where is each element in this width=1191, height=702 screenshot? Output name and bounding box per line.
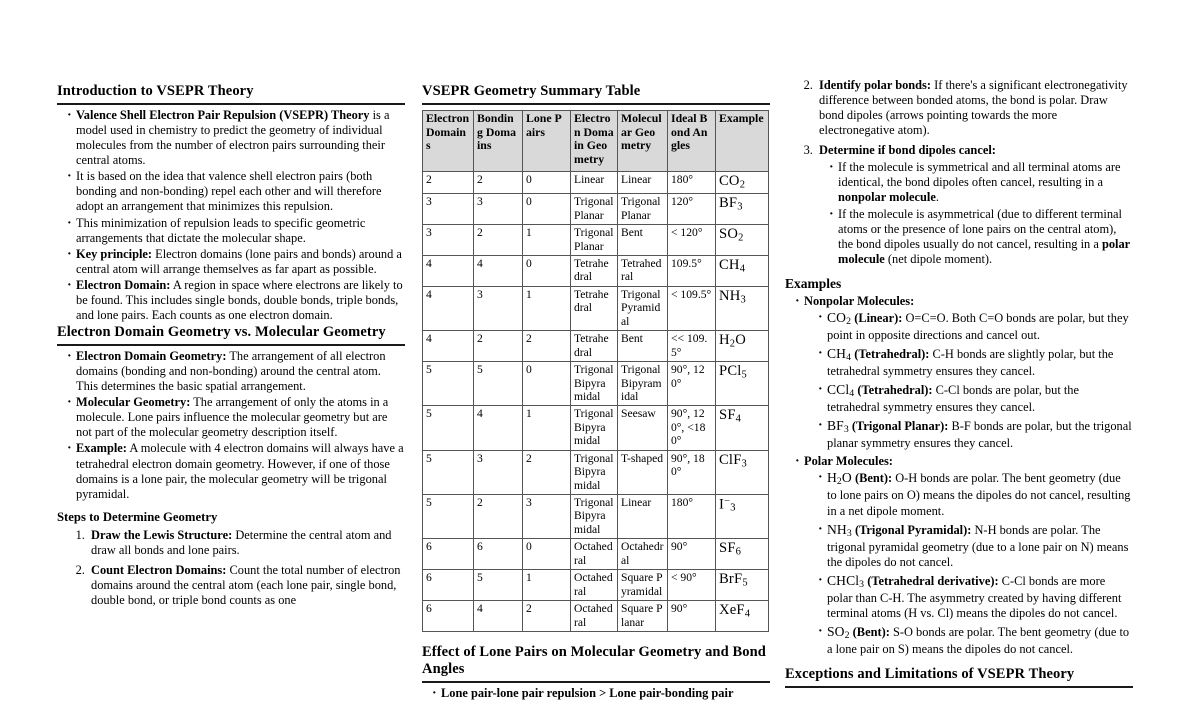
example-subscript: 5 <box>742 577 748 589</box>
cell-lone-pairs: 0 <box>523 171 571 194</box>
cell-bond-angles: < 120° <box>668 225 716 256</box>
step-text: Count the total number of electron domains around the central atom (each lone pair, single bond, double bond, or triple bond counts as one <box>91 563 401 608</box>
molecule-description: B-F bonds are polar, but the trigonal planar symmetry ensures they cancel. <box>827 419 1132 451</box>
list-item <box>818 418 1133 451</box>
molecule-formula: CHCl$_3$ <box>827 572 865 590</box>
molecule-geometry-label: (Tetrahedral): <box>854 383 933 398</box>
column-header: Bonding Domains <box>474 111 523 172</box>
cell-bond-angles: 120° <box>668 194 716 225</box>
molecule-description: O-H bonds are polar. The bent geometry (due to lone pairs on O) means the dipoles do not cancel, resulting in a net dipole moment. <box>827 471 1131 518</box>
cell-electron-domains: 4 <box>423 331 474 362</box>
cell-lone-pairs: 2 <box>523 331 571 362</box>
cell-example-formula: $NH_3$ <box>716 286 769 330</box>
column-header: Electron Domains <box>423 111 474 172</box>
cell-electron-domains: 5 <box>423 406 474 450</box>
example-subscript: 4 <box>735 413 742 425</box>
cell-example-formula: $SF_6$ <box>716 539 769 570</box>
list-item <box>67 169 405 214</box>
cell-electron-domain-geometry: Tetrahedral <box>571 286 618 330</box>
table-row <box>423 450 769 494</box>
cell-lone-pairs: 3 <box>523 495 571 539</box>
cell-example-formula: XeF$_4$ <box>716 601 769 632</box>
cell-electron-domains: 3 <box>423 225 474 256</box>
example-superscript: − <box>724 496 731 508</box>
table-row <box>423 286 769 330</box>
formula-subscript: 4 <box>846 352 852 364</box>
cell-bonding-domains: 2 <box>474 225 523 256</box>
lone-pair-repulsion-text: Lone pair-lone pair repulsion > Lone pair-bonding pair <box>441 686 734 701</box>
example-subscript: 2 <box>739 179 746 191</box>
bullet-text-tail: . <box>935 190 939 205</box>
cell-bonding-domains: 2 <box>474 495 523 539</box>
vsepr-summary-table <box>422 110 769 632</box>
list-item <box>829 207 1133 267</box>
cell-bond-angles: << 109.5° <box>668 331 716 362</box>
step-item <box>88 563 405 608</box>
table-row <box>423 406 769 450</box>
step-lead: Determine if bond dipoles cancel: <box>819 143 996 158</box>
table-row <box>423 171 769 194</box>
cell-electron-domains: 3 <box>423 194 474 225</box>
geometry-comparison-bullet-list <box>57 349 405 502</box>
cell-electron-domain-geometry: Linear <box>571 171 618 194</box>
heading-exceptions-and-limitations: Exceptions and Limitations of VSEPR Theory <box>785 666 1133 688</box>
cell-molecular-geometry: Tetrahedral <box>618 256 668 287</box>
step-item <box>816 78 1133 138</box>
molecule-formula: $BF_3$ <box>827 418 849 436</box>
example-subscript: 6 <box>735 546 742 558</box>
bullet-emphasis: polar molecule <box>838 236 1130 266</box>
step-item <box>88 528 405 558</box>
cell-lone-pairs: 0 <box>523 362 571 406</box>
molecule-formula: $CH_4$ <box>827 346 852 364</box>
cell-molecular-geometry: Linear <box>618 171 668 194</box>
right-column <box>785 78 1133 682</box>
list-item <box>67 395 405 440</box>
molecule-formula: $H_2O$ <box>827 470 852 488</box>
heading-electron-domain-vs-molecular-geometry: Electron Domain Geometry vs. Molecular Geometry <box>57 324 405 346</box>
molecule-formula: CCl$_4$ <box>827 382 855 400</box>
table-row <box>423 570 769 601</box>
example-subscript: 2 <box>738 232 744 244</box>
bullet-text: is a model used in chemistry to predict the geometry of individual molecules from the number of electron pairs surrounding their central atoms. <box>76 108 390 168</box>
molecule-geometry-label: (Tetrahedral derivative): <box>864 573 999 588</box>
list-item <box>67 247 405 277</box>
cell-lone-pairs: 1 <box>523 570 571 601</box>
molecule-formula: $NH_3$ <box>827 521 852 539</box>
cell-electron-domains: 2 <box>423 171 474 194</box>
bullet-text: This minimization of repulsion leads to specific geometric arrangements that dictate the molecular shape. <box>76 215 366 245</box>
formula-subscript: 3 <box>843 424 849 436</box>
molecule-geometry-label: (Trigonal Planar): <box>848 419 949 434</box>
step-item <box>816 143 1133 267</box>
cell-lone-pairs: 1 <box>523 286 571 330</box>
cell-example-formula: BrF$_5$ <box>716 570 769 601</box>
molecule-geometry-label: (Trigonal Pyramidal): <box>851 522 972 537</box>
cell-electron-domain-geometry: Trigonal Bipyramidal <box>571 362 618 406</box>
cell-molecular-geometry: T-shaped <box>618 450 668 494</box>
formula-subscript: 2 <box>846 316 852 328</box>
bullet-lead: Example: <box>76 441 127 456</box>
cell-electron-domains: 5 <box>423 495 474 539</box>
example-subscript: 3 <box>741 458 747 470</box>
heading-effect-of-lone-pairs: Effect of Lone Pairs on Molecular Geometry and Bond Angles <box>422 644 770 683</box>
formula-subscript: 3 <box>846 527 852 539</box>
bullet-lead: Key principle: <box>76 246 153 261</box>
left-column <box>57 78 405 626</box>
example-subscript: 3 <box>737 201 743 213</box>
column-header: Lone Pairs <box>523 111 571 172</box>
nonpolar-group <box>795 294 1133 451</box>
cell-lone-pairs: 2 <box>523 601 571 632</box>
cell-example-formula: ClF$_3$ <box>716 450 769 494</box>
cell-electron-domains: 6 <box>423 570 474 601</box>
cell-bond-angles: 180° <box>668 495 716 539</box>
cell-electron-domain-geometry: Trigonal Planar <box>571 194 618 225</box>
cell-bonding-domains: 3 <box>474 194 523 225</box>
cell-bond-angles: 180° <box>668 171 716 194</box>
bullet-emphasis: nonpolar molecule <box>838 190 936 205</box>
bullet-text: If the molecule is asymmetrical (due to different terminal atoms or the presence of lone pairs on the central atom), the bond dipoles usually do not cancel, resulting in a <box>838 206 1122 251</box>
table-row <box>423 225 769 256</box>
cell-molecular-geometry: Bent <box>618 331 668 362</box>
example-subscript: 2 <box>729 338 736 350</box>
table-row <box>423 601 769 632</box>
list-item <box>818 382 1133 415</box>
intro-bullet-list <box>57 108 405 323</box>
cell-bonding-domains: 2 <box>474 171 523 194</box>
cell-example-formula: $CO_2$ <box>716 171 769 194</box>
cell-bonding-domains: 5 <box>474 570 523 601</box>
step-text: If there's a significant electronegativity difference between bonded atoms, the bond is polar. Draw bond dipoles (arrows pointing towards the more electronegative atom). <box>819 78 1128 138</box>
cell-electron-domains: 6 <box>423 601 474 632</box>
cell-molecular-geometry: Trigonal Pyramidal <box>618 286 668 330</box>
column-header: Molecular Geometry <box>618 111 668 172</box>
polar-molecule-list <box>804 470 1133 657</box>
nonpolar-molecules-label: Nonpolar Molecules: <box>804 293 915 308</box>
cell-molecular-geometry: Square Pyramidal <box>618 570 668 601</box>
cell-electron-domain-geometry: Tetrahedral <box>571 256 618 287</box>
table-row <box>423 331 769 362</box>
cell-molecular-geometry: Trigonal Bipyramidal <box>618 362 668 406</box>
cell-example-formula: $H_2O$ <box>716 331 769 362</box>
polar-group <box>795 454 1133 657</box>
cell-lone-pairs: 1 <box>523 406 571 450</box>
table-row <box>423 256 769 287</box>
cell-electron-domain-geometry: Octahedral <box>571 601 618 632</box>
molecule-description: C-Cl bonds are polar, but the tetrahedral symmetry ensures they cancel. <box>827 383 1080 415</box>
cell-bond-angles: 90°, 180° <box>668 450 716 494</box>
list-item <box>829 160 1133 205</box>
cell-electron-domain-geometry: Trigonal Planar <box>571 225 618 256</box>
cell-bonding-domains: 5 <box>474 362 523 406</box>
cell-molecular-geometry: Seesaw <box>618 406 668 450</box>
list-item <box>67 278 405 323</box>
list-item <box>432 686 770 701</box>
molecule-geometry-label: (Linear): <box>851 311 903 325</box>
step-lead: Identify polar bonds: <box>819 78 932 92</box>
cell-bond-angles: < 109.5° <box>668 286 716 330</box>
heading-steps-to-determine-geometry: Steps to Determine Geometry <box>57 509 218 524</box>
bullet-text: Electron domains (lone pairs and bonds) around a central atom will arrange themselves as far apart as possible. <box>76 246 402 276</box>
cell-electron-domain-geometry: Octahedral <box>571 539 618 570</box>
cell-molecular-geometry: Square Planar <box>618 601 668 632</box>
cell-bonding-domains: 6 <box>474 539 523 570</box>
list-item <box>67 216 405 246</box>
molecule-description: C-H bonds are slightly polar, but the tetrahedral symmetry ensures they cancel. <box>827 347 1114 379</box>
cell-molecular-geometry: Bent <box>618 225 668 256</box>
cell-lone-pairs: 0 <box>523 194 571 225</box>
step-lead: Draw the Lewis Structure: <box>91 527 233 542</box>
column-header: Electron Domain Geometry <box>571 111 618 172</box>
cell-molecular-geometry: Trigonal Planar <box>618 194 668 225</box>
example-subscript: 4 <box>744 608 751 620</box>
cell-electron-domain-geometry: Trigonal Bipyramidal <box>571 495 618 539</box>
cell-electron-domains: 5 <box>423 450 474 494</box>
cell-electron-domains: 4 <box>423 256 474 287</box>
formula-subscript: 2 <box>844 630 850 642</box>
bullet-text: It is based on the idea that valence shell electron pairs (both bonding and non-bonding) repel each other and will therefore adopt an arrangement that minimizes this repulsion. <box>76 169 382 214</box>
cell-bonding-domains: 4 <box>474 601 523 632</box>
list-item <box>67 441 405 501</box>
cell-electron-domains: 6 <box>423 539 474 570</box>
example-subscript: 3 <box>740 294 746 306</box>
bullet-text: If the molecule is symmetrical and all terminal atoms are identical, the bond dipoles often cancel, resulting in a <box>838 160 1121 190</box>
cell-lone-pairs: 1 <box>523 225 571 256</box>
lone-pair-bullet-list <box>422 686 770 701</box>
nonpolar-molecule-list <box>804 310 1133 451</box>
cell-electron-domain-geometry: Trigonal Bipyramidal <box>571 406 618 450</box>
heading-introduction-to-vsepr-theory: Introduction to VSEPR Theory <box>57 83 405 105</box>
examples-bullet-list <box>785 294 1133 657</box>
bullet-lead: Molecular Geometry: <box>76 395 191 410</box>
bullet-text: A molecule with 4 electron domains will always have a tetrahedral electron domain geometry. However, if one of those domains is a lone pair, the molecular geometry will be trigonal pyramidal. <box>76 441 404 501</box>
cell-example-formula: $I^-_3$ <box>716 495 769 539</box>
cell-bonding-domains: 3 <box>474 286 523 330</box>
cell-bonding-domains: 4 <box>474 406 523 450</box>
molecule-description: O=C=O. Both C=O bonds are polar, but they point in opposite directions and cancel out. <box>827 311 1129 343</box>
cell-electron-domains: 4 <box>423 286 474 330</box>
molecule-geometry-label: (Bent): <box>851 471 893 486</box>
bullet-text: The arrangement of only the atoms in a molecule. Lone pairs influence the molecular geometry but are not part of the molecular geometry description itself. <box>76 395 389 440</box>
table-row <box>423 194 769 225</box>
cell-molecular-geometry: Linear <box>618 495 668 539</box>
formula-subscript: 3 <box>859 578 865 590</box>
step-lead: Count Electron Domains: <box>91 563 227 578</box>
cell-bond-angles: 90° <box>668 601 716 632</box>
cell-example-formula: $SF_4$ <box>716 406 769 450</box>
table-row <box>423 539 769 570</box>
example-subscript: 3 <box>730 502 736 514</box>
bullet-text: The arrangement of all electron domains (bonding and non-bonding) around the central atom. This determines the basic spatial arrangement. <box>76 349 386 394</box>
cell-lone-pairs: 0 <box>523 539 571 570</box>
heading-vsepr-geometry-summary-table: VSEPR Geometry Summary Table <box>422 83 770 105</box>
table-header-row <box>423 111 769 172</box>
middle-column <box>422 78 770 701</box>
cell-electron-domain-geometry: Tetrahedral <box>571 331 618 362</box>
steps-continued-list <box>785 78 1133 267</box>
cell-electron-domain-geometry: Trigonal Bipyramidal <box>571 450 618 494</box>
molecule-description: C-Cl bonds are more polar than C-H. The asymmetry created by having different terminal atoms (H vs. Cl) means the dipoles do not cancel. <box>827 573 1122 620</box>
molecule-geometry-label: (Tetrahedral): <box>851 347 930 362</box>
column-header: Example <box>716 111 769 172</box>
formula-subscript: 4 <box>849 388 855 400</box>
dipole-cancel-bullets <box>819 160 1133 266</box>
bullet-lead: Electron Domain Geometry: <box>76 349 227 364</box>
cell-bond-angles: 90° <box>668 539 716 570</box>
step-text: Determine the central atom and draw all bonds and lone pairs. <box>91 527 392 558</box>
cell-bond-angles: 90°, 120°, <180° <box>668 406 716 450</box>
cell-bond-angles: 90°, 120° <box>668 362 716 406</box>
heading-examples: Examples <box>785 275 842 291</box>
cell-example-formula: PCl$_5$ <box>716 362 769 406</box>
molecule-formula: $SO_2$ <box>827 623 850 642</box>
cell-bonding-domains: 4 <box>474 256 523 287</box>
list-item <box>818 522 1133 570</box>
cell-molecular-geometry: Octahedral <box>618 539 668 570</box>
list-item <box>67 349 405 394</box>
table-row <box>423 362 769 406</box>
table-row <box>423 495 769 539</box>
bullet-lead: Electron Domain: <box>76 277 171 292</box>
cell-electron-domain-geometry: Octahedral <box>571 570 618 601</box>
list-item <box>818 573 1133 621</box>
cell-lone-pairs: 2 <box>523 450 571 494</box>
column-header: Ideal Bond Angles <box>668 111 716 172</box>
cell-example-formula: $SO_2$ <box>716 225 769 256</box>
cell-bond-angles: 109.5° <box>668 256 716 287</box>
bullet-lead: Valence Shell Electron Pair Repulsion (VSEPR) Theory <box>76 108 370 123</box>
example-subscript: 5 <box>741 369 747 381</box>
molecule-description: N-H bonds are polar. The trigonal pyramidal geometry (due to a lone pair on N) means the dipoles do not cancel. <box>827 522 1129 569</box>
formula-subscript: 2 <box>836 476 842 488</box>
molecule-geometry-label: (Bent): <box>849 624 890 639</box>
cell-example-formula: $CH_4$ <box>716 256 769 287</box>
molecule-description: S-O bonds are polar. The bent geometry (due to a lone pair on S) means the dipoles do not cancel. <box>827 624 1130 656</box>
bullet-text-tail: (net dipole moment). <box>884 251 993 266</box>
list-item <box>818 624 1133 657</box>
list-item <box>67 108 405 168</box>
list-item <box>818 310 1133 343</box>
cell-bonding-domains: 3 <box>474 450 523 494</box>
list-item <box>818 470 1133 518</box>
polar-molecules-label: Polar Molecules: <box>804 454 893 469</box>
cell-example-formula: $BF_3$ <box>716 194 769 225</box>
list-item <box>818 346 1133 379</box>
bullet-text: A region in space where electrons are likely to be found. This includes single bonds, double bonds, triple bonds, and lone pairs. Each counts as one electron domain. <box>76 277 403 322</box>
cell-bonding-domains: 2 <box>474 331 523 362</box>
cell-lone-pairs: 0 <box>523 256 571 287</box>
steps-list <box>57 528 405 608</box>
molecule-formula: $CO_2$ <box>827 310 852 328</box>
cell-electron-domains: 5 <box>423 362 474 406</box>
cell-bond-angles: < 90° <box>668 570 716 601</box>
example-subscript: 4 <box>739 263 746 275</box>
